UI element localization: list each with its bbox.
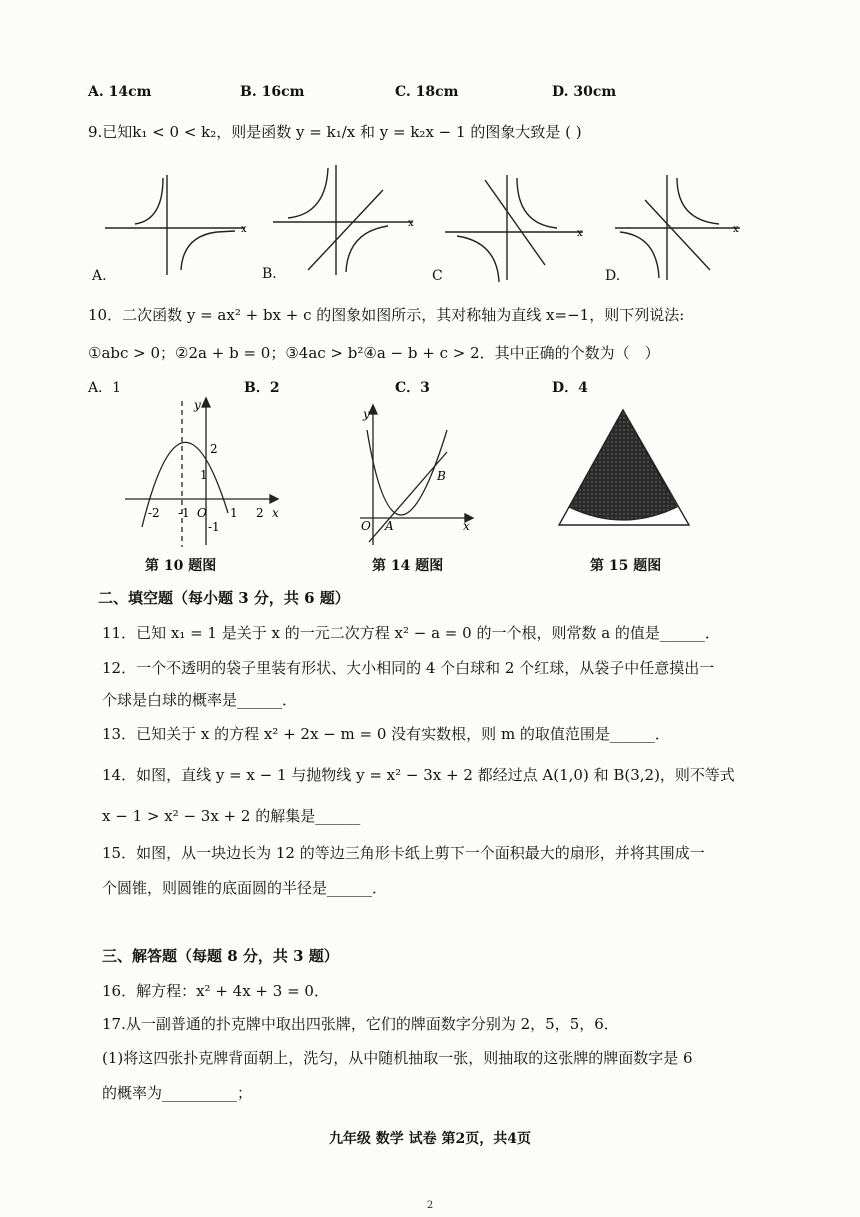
- q14-line-1: 14．如图，直线 y = x − 1 与抛物线 y = x² − 3x + 2 都经过点 A(1,0) 和 B(3,2)，则不等式: [102, 766, 735, 784]
- fig10-tick-neg2: -2: [148, 506, 160, 520]
- q15-line-2: 个圆锥，则圆锥的底面圆的半径是______．: [102, 879, 388, 897]
- fig10-tick-neg1-y: -1: [208, 520, 220, 534]
- fig14-x-label: x: [463, 519, 470, 533]
- figure-14: [355, 400, 480, 550]
- section-3-title: 三、解答题（每题 8 分，共 3 题）: [102, 947, 339, 965]
- fig10-tick-2-x: 2: [256, 506, 264, 520]
- q8-option-a: A. 14cm: [88, 84, 152, 100]
- q9-graph-d: [615, 170, 745, 285]
- figure-15: [555, 405, 695, 530]
- q9-graph-a: [105, 170, 255, 280]
- figure-10: [120, 395, 290, 550]
- q9-label-b: B.: [262, 266, 277, 282]
- fig10-tick-neg1: -1: [178, 506, 190, 520]
- q9-label-d: D.: [605, 268, 621, 284]
- fig10-origin: O: [197, 506, 207, 520]
- q14-line-2: x − 1 > x² − 3x + 2 的解集是______: [102, 807, 361, 825]
- q8-option-d: D. 30cm: [552, 84, 617, 100]
- figure-15-caption: 第 15 题图: [590, 558, 662, 574]
- q11: 11．已知 x₁ = 1 是关于 x 的一元二次方程 x² − a = 0 的一个根，则常数 a 的值是______．: [102, 624, 720, 642]
- q9-label-a: A.: [92, 268, 107, 284]
- svg-text:x: x: [577, 228, 583, 239]
- page-number: 2: [426, 1200, 434, 1211]
- section-2-title: 二、填空题（每小题 3 分，共 6 题）: [98, 589, 350, 607]
- svg-text:x: x: [733, 224, 739, 235]
- q10-statements: ①abc > 0；②2a + b = 0；③4ac > b²④a − b + c > 2．其中正确的个数为（ ）: [88, 344, 660, 362]
- svg-text:x: x: [241, 224, 247, 235]
- q12-line-2: 个球是白球的概率是______．: [102, 691, 298, 709]
- q10-option-d: D．4: [552, 380, 588, 396]
- q13: 13．已知关于 x 的方程 x² + 2x − m = 0 没有实数根，则 m 的取值范围是______．: [102, 725, 670, 743]
- fig10-x-label: x: [272, 506, 279, 520]
- q16: 16．解方程：x² + 4x + 3 = 0．: [102, 982, 329, 1000]
- q10-option-b: B．2: [244, 380, 280, 396]
- q8-option-b: B. 16cm: [240, 84, 305, 100]
- q12-line-1: 12．一个不透明的袋子里装有形状、大小相同的 4 个白球和 2 个红球，从袋子中任意摸出一: [102, 659, 715, 677]
- fig10-y-label: y: [194, 398, 201, 412]
- fig14-origin: O: [361, 519, 371, 533]
- q10-stem: 10．二次函数 y = ax² + bx + c 的图象如图所示，其对称轴为直线 x=−1，则下列说法:: [88, 306, 685, 324]
- q9-graph-b: [268, 160, 418, 280]
- q8-option-c: C. 18cm: [395, 84, 459, 100]
- q9-stem: 9.已知k₁ < 0 < k₂，则是函数 y = k₁/x 和 y = k₂x − 1 的图象大致是 ( ): [88, 123, 582, 141]
- fig14-point-b: B: [437, 469, 446, 483]
- svg-text:x: x: [408, 218, 414, 229]
- fig10-tick-1: 1: [200, 468, 208, 482]
- q17-part-1-line-1: (1)将这四张扑克牌背面朝上，洗匀，从中随机抽取一张，则抽取的这张牌的牌面数字是 6: [102, 1049, 693, 1067]
- q10-option-c: C．3: [395, 380, 430, 396]
- fig14-y-label: y: [363, 407, 370, 421]
- q9-label-c: C: [432, 268, 443, 284]
- q17-intro: 17.从一副普通的扑克牌中取出四张牌，它们的牌面数字分别为 2，5，5，6．: [102, 1015, 619, 1033]
- q15-line-1: 15．如图，从一块边长为 12 的等边三角形卡纸上剪下一个面积最大的扇形，并将其围成一: [102, 844, 705, 862]
- q9-graph-c: [445, 170, 590, 285]
- fig10-tick-2: 2: [210, 442, 218, 456]
- q10-option-a: A．1: [88, 380, 122, 396]
- fig10-tick-1-x: 1: [230, 506, 238, 520]
- page-footer: 九年级 数学 试卷 第2页，共4页: [328, 1131, 532, 1147]
- fig14-point-a: A: [385, 519, 394, 533]
- q17-part-1-line-2: 的概率为__________；: [102, 1084, 253, 1102]
- figure-14-caption: 第 14 题图: [372, 558, 444, 574]
- figure-10-caption: 第 10 题图: [145, 558, 217, 574]
